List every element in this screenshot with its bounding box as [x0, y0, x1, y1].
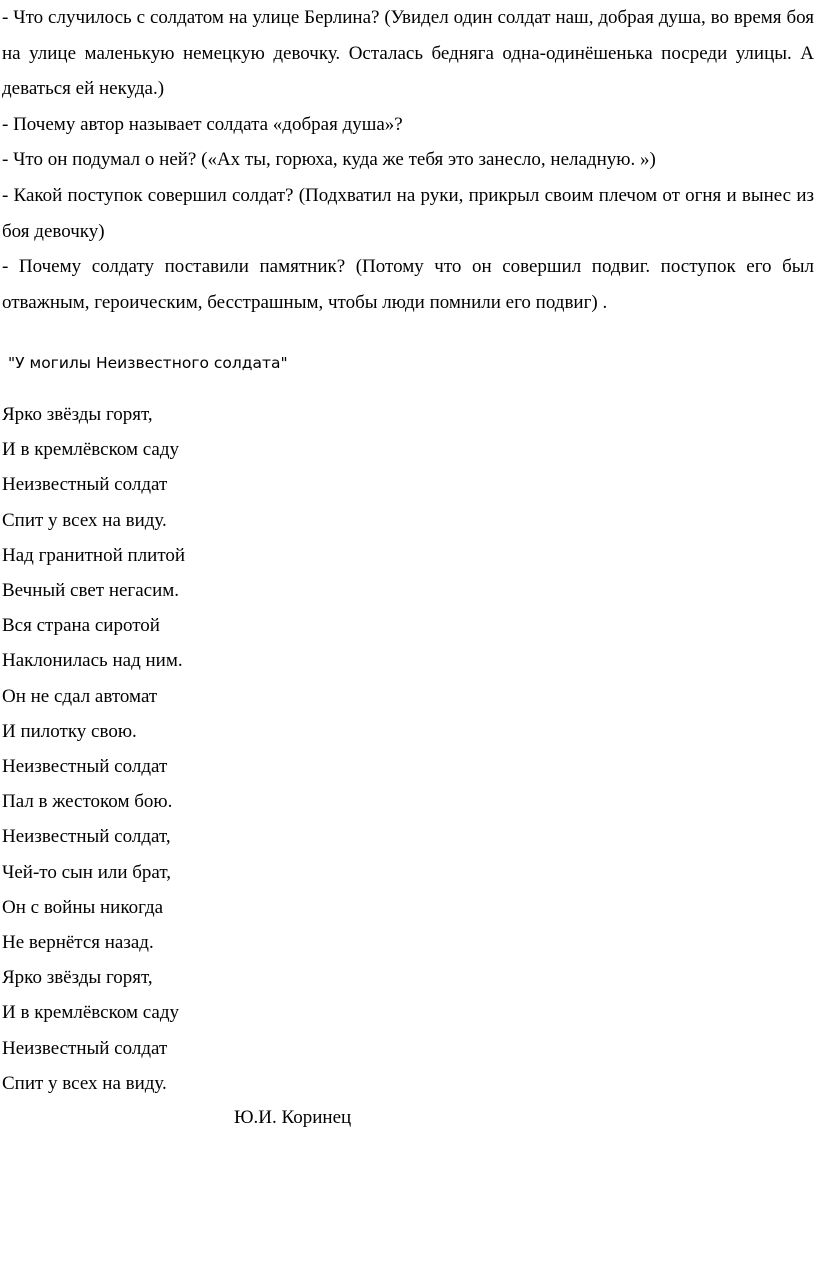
questions-answers — [2, 0, 814, 320]
poem-line: Неизвестный солдат — [2, 756, 168, 778]
poem-line: Над гранитной плитой — [2, 544, 186, 566]
poem-line: Вся страна сиротой — [2, 615, 160, 637]
poem-line: Чей-то сын или брат, — [2, 861, 171, 883]
poem-author: Ю.И. Коринец — [234, 1107, 352, 1128]
qa-paragraph: - Что случилось с солдатом на улице Берлина? (Увидел один солдат наш, добрая душа, во время боя на улице маленькую немецкую девочку. Осталась бедняга одна-одинёшенька посреди улицы. А деваться ей некуда.) — [2, 7, 814, 100]
poem-line: Вечный свет негасим. — [2, 580, 180, 602]
poem-line: Неизвестный солдат — [2, 474, 168, 496]
poem-body — [2, 397, 185, 1101]
qa-paragraph: - Что он подумал о ней? («Ах ты, горюха, куда же тебя это занесло, неладную. ») — [2, 149, 656, 171]
poem-line: И пилотку свою. — [2, 720, 137, 742]
poem-line: И в кремлёвском саду — [2, 439, 180, 461]
poem-title: "У могилы Неизвестного солдата" — [8, 354, 288, 372]
poem-line: Ярко звёзды горят, — [2, 967, 153, 989]
poem-line: Пал в жестоком бою. — [2, 791, 173, 813]
poem-line: Спит у всех на виду. — [2, 509, 167, 531]
qa-paragraph: - Почему солдату поставили памятник? (Потому что он совершил подвиг. поступок его был отважным, героическим, бесстрашным, чтобы люди помнили его подвиг) . — [2, 256, 814, 313]
poem-line: Не вернётся назад. — [2, 932, 154, 954]
poem-line: Он не сдал автомат — [2, 685, 158, 707]
poem-line: Спит у всех на виду. — [2, 1072, 167, 1094]
qa-paragraph: - Почему автор называет солдата «добрая душа»? — [2, 113, 403, 135]
qa-paragraph: - Какой поступок совершил солдат? (Подхватил на руки, прикрыл своим плечом от огня и вынес из боя девочку) — [2, 184, 814, 242]
poem-line: Ярко звёзды горят, — [2, 404, 153, 425]
poem-line: Наклонилась над ним. — [2, 650, 183, 672]
poem-line: Неизвестный солдат — [2, 1037, 168, 1059]
poem-line: И в кремлёвском саду — [2, 1002, 180, 1024]
poem-line: Он с войны никогда — [2, 896, 164, 918]
poem-line: Неизвестный солдат, — [2, 826, 171, 848]
